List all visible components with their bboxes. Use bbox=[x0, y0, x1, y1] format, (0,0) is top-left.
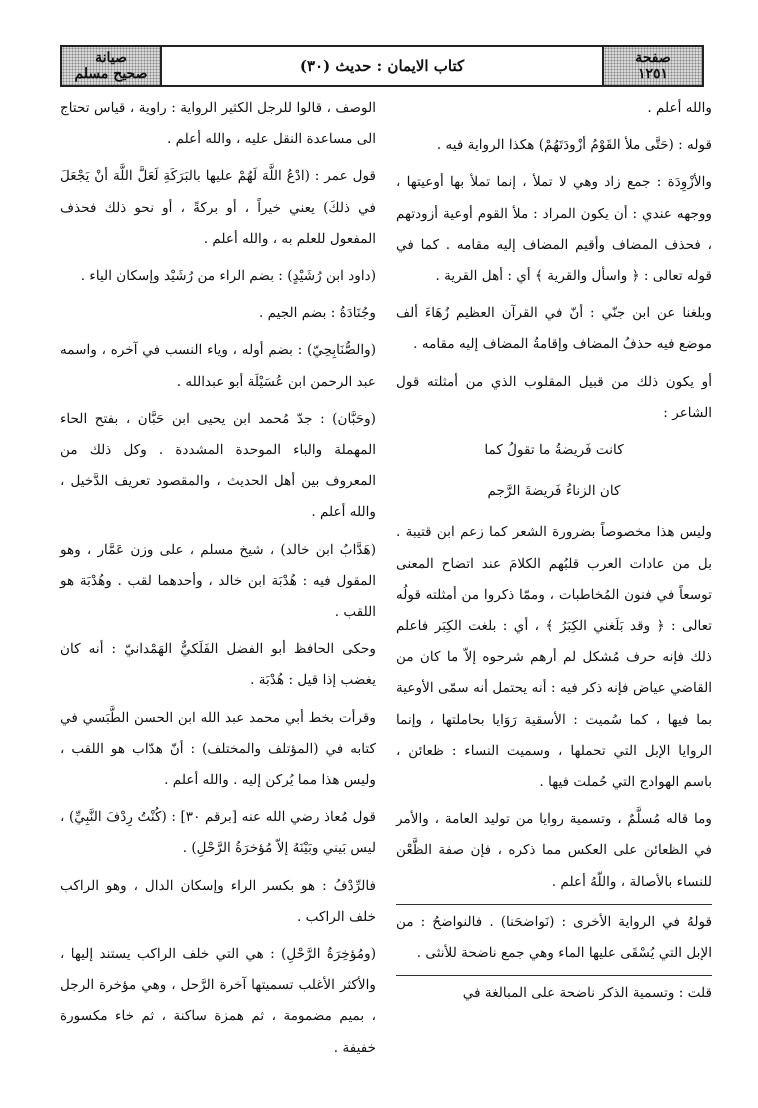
paragraph: (ومُؤخِرَةُ الرَّحْلِ) : هي التي خلف الراكب يستند إليها ، والأكثر الأغلب تسميتها آخرة الرَّحل ، وهي مؤخرة الرجل ، بميم مضمومة ، ثم همزة ساكنة ، ثم خاء مكسورة خفيفة . bbox=[60, 946, 376, 1056]
page-number: ١٢٥١ bbox=[637, 66, 669, 82]
page-label: صفحة bbox=[635, 50, 671, 66]
paragraph: قول عمر : (ادْعُ اللَّهَ لَهُمْ عليها بالبَرَكَةِ لَعَلَّ اللَّهَ أنْ يَجْعَلَ في ذلكَ) يعني خيراً ، أو بركةً ، أو نحو ذلك فحذف المفعول للعلم به ، والله أعلم . bbox=[60, 168, 376, 247]
paragraph: فالرِّدْفُ : هو بكسر الراء وإسكان الدال ، وهو الراكب خلف الراكب . bbox=[60, 877, 376, 925]
paragraph: (داود ابن رُشَيْدٍ) : بضم الراء من رُشَيْد وإسكان الياء . bbox=[80, 268, 376, 285]
chapter-title: كتاب الايمان : حديث (٣٠) bbox=[299, 57, 465, 75]
paragraph: قوله : (حَتَّى ملأ القَوْمُ أزْودَتَهُمْ) هكذا الرواية فيه . bbox=[436, 137, 712, 154]
poem-verse-2: كان الزناءُ فَريضةَ الرَّجم bbox=[487, 483, 621, 500]
paragraph: والأزْوِدَة : جمع زاد وهي لا تملأ ، إنما تملأ بها أوعيتها ، ووجهه عندي : أن يكون المراد : ملأ القوم أوعية أزودتهم ، فحذف المضاف وأقيم المضاف إليه مقامه . كما في قوله تعالى : ﴿ واسأل والقرية ﴾ أي : أهل القرية . bbox=[396, 174, 712, 285]
paragraph: وما قاله مُسلَّمٌ ، وتسمية روايا من توليد العامة ، والأمر في الظعائن على العكس مما ذكره ، فإن صفة الظَّعْن للنساء بالأصالة ، واللّهُ أعلم . bbox=[396, 811, 712, 890]
paragraph: والله أعلم . bbox=[647, 100, 712, 116]
right-column bbox=[396, 93, 712, 1093]
paragraph: أو يكون ذلك من قبيل المقلوب الذي من أمثلته قول الشاعر : bbox=[396, 373, 712, 421]
book-name-line1: صيانة bbox=[95, 50, 127, 66]
paragraph: قول مُعاذ رضي الله عنه [برقم ٣٠] : (كُنْتُ رِدْفَ النَّبِيِّ) ، ليس بَيني وبَيْنَهُ إلاّ مُؤخرَةُ الرَّحْلِ) . bbox=[60, 809, 377, 857]
paragraph: (هَدَّابُ ابن خالد) ، شيخ مسلم ، على وزن عَمَّار ، وهو المقول فيه : هُدْبَة ابن خالد ، وأحدهما لقب . وهُدْبَة هو اللقب . bbox=[60, 541, 376, 621]
paragraph: (وحَبَّان) : جدّ مُحمد ابن يحيى ابن حَبَّان ، بفتح الحاء المهملة والباء الموحدة المشددة . وكل ذلك من المعروف بين أهل الحديث ، والمقصود تعريف الدَّخيل ، والله أعلم . bbox=[60, 410, 376, 521]
paragraph: وليس هذا مخصوصاً بضرورة الشعر كما زعم ابن قتيبة . بل من عادات العرب قلبُهم الكلامَ عند اتضاح المعنى توسعاً في فنون المُخاطبات ، وممّا ذكروا من أمثلته قولُه تعالى : ﴿ وقد بَلَغني الكِبَرُ ﴾ ، أي : بلغت الكِبَر فاعلم ذلك فإنه حرف مُشكل لم أرهم شرحوه إلاّ ما كان من القاضي عياض فإنه ذكر فيه : أنه يحتمل أنه سمّى الأوعية بما فيها ، كما سُميت : الأسقية رَوَايا بحاملتها ، وإنما الروايا الإبل التي تحملها ، وسميت النساء : ظعائن ، باسم الهوادج التي حُملت فيها . bbox=[396, 524, 712, 791]
page-header bbox=[60, 45, 704, 87]
paragraph: وقرأت بخط أبي محمد عبد الله ابن الحسن الطَّبَسي في كتابه في (المؤتلف والمختلف) : أنّ هدّاب هو اللقب ، وليس هذا مما يُركن إليه . والله أعلم . bbox=[60, 709, 376, 789]
page-number-box bbox=[602, 47, 702, 85]
paragraph: وحكى الحافظ أبو الفضل الفَلَكيُّ الهَمْدانيّ : أنه كان يغضب إذا قيل : هُدْبَة . bbox=[60, 641, 376, 689]
text-columns bbox=[60, 93, 712, 1093]
paragraph: وبلغنا عن ابن جنّي : أنّ في القرآن العظيم زُهَاءَ ألف موضع فيه حذفُ المضاف وإقامةُ المضاف إليه مقامه . bbox=[396, 305, 712, 353]
paragraph: (والصُّنَابِحِيّ) : بضم أوله ، وياء النسب في آخره ، واسمه عبد الرحمن ابن عُسَيْلَة أبو عبدالله . bbox=[60, 342, 376, 390]
paragraph: الوصف ، قالوا للرجل الكثير الرواية : راوية ، قياس تحتاج الى مساعدة النقل عليه ، والله أعلم . bbox=[60, 100, 376, 148]
book-name-box bbox=[62, 47, 162, 85]
paragraph: قولهُ في الرواية الأخرى : (نَواضحَنا) . فالنواضحُ : من الإبل التي يُسْقَى عليها الماء وهي جمع ناضحة للأنثى . bbox=[396, 904, 712, 969]
paragraph: وجُنَادَةُ : بضم الجيم . bbox=[258, 305, 376, 322]
paragraph: قلت : وتسمية الذكر ناضحة على المبالغة في bbox=[396, 975, 712, 1009]
poem-verse-1: كانت فَريضةُ ما تقولُ كما bbox=[484, 442, 624, 459]
left-column bbox=[60, 93, 376, 1093]
book-name-line2: صحيح مسلم bbox=[74, 66, 148, 82]
